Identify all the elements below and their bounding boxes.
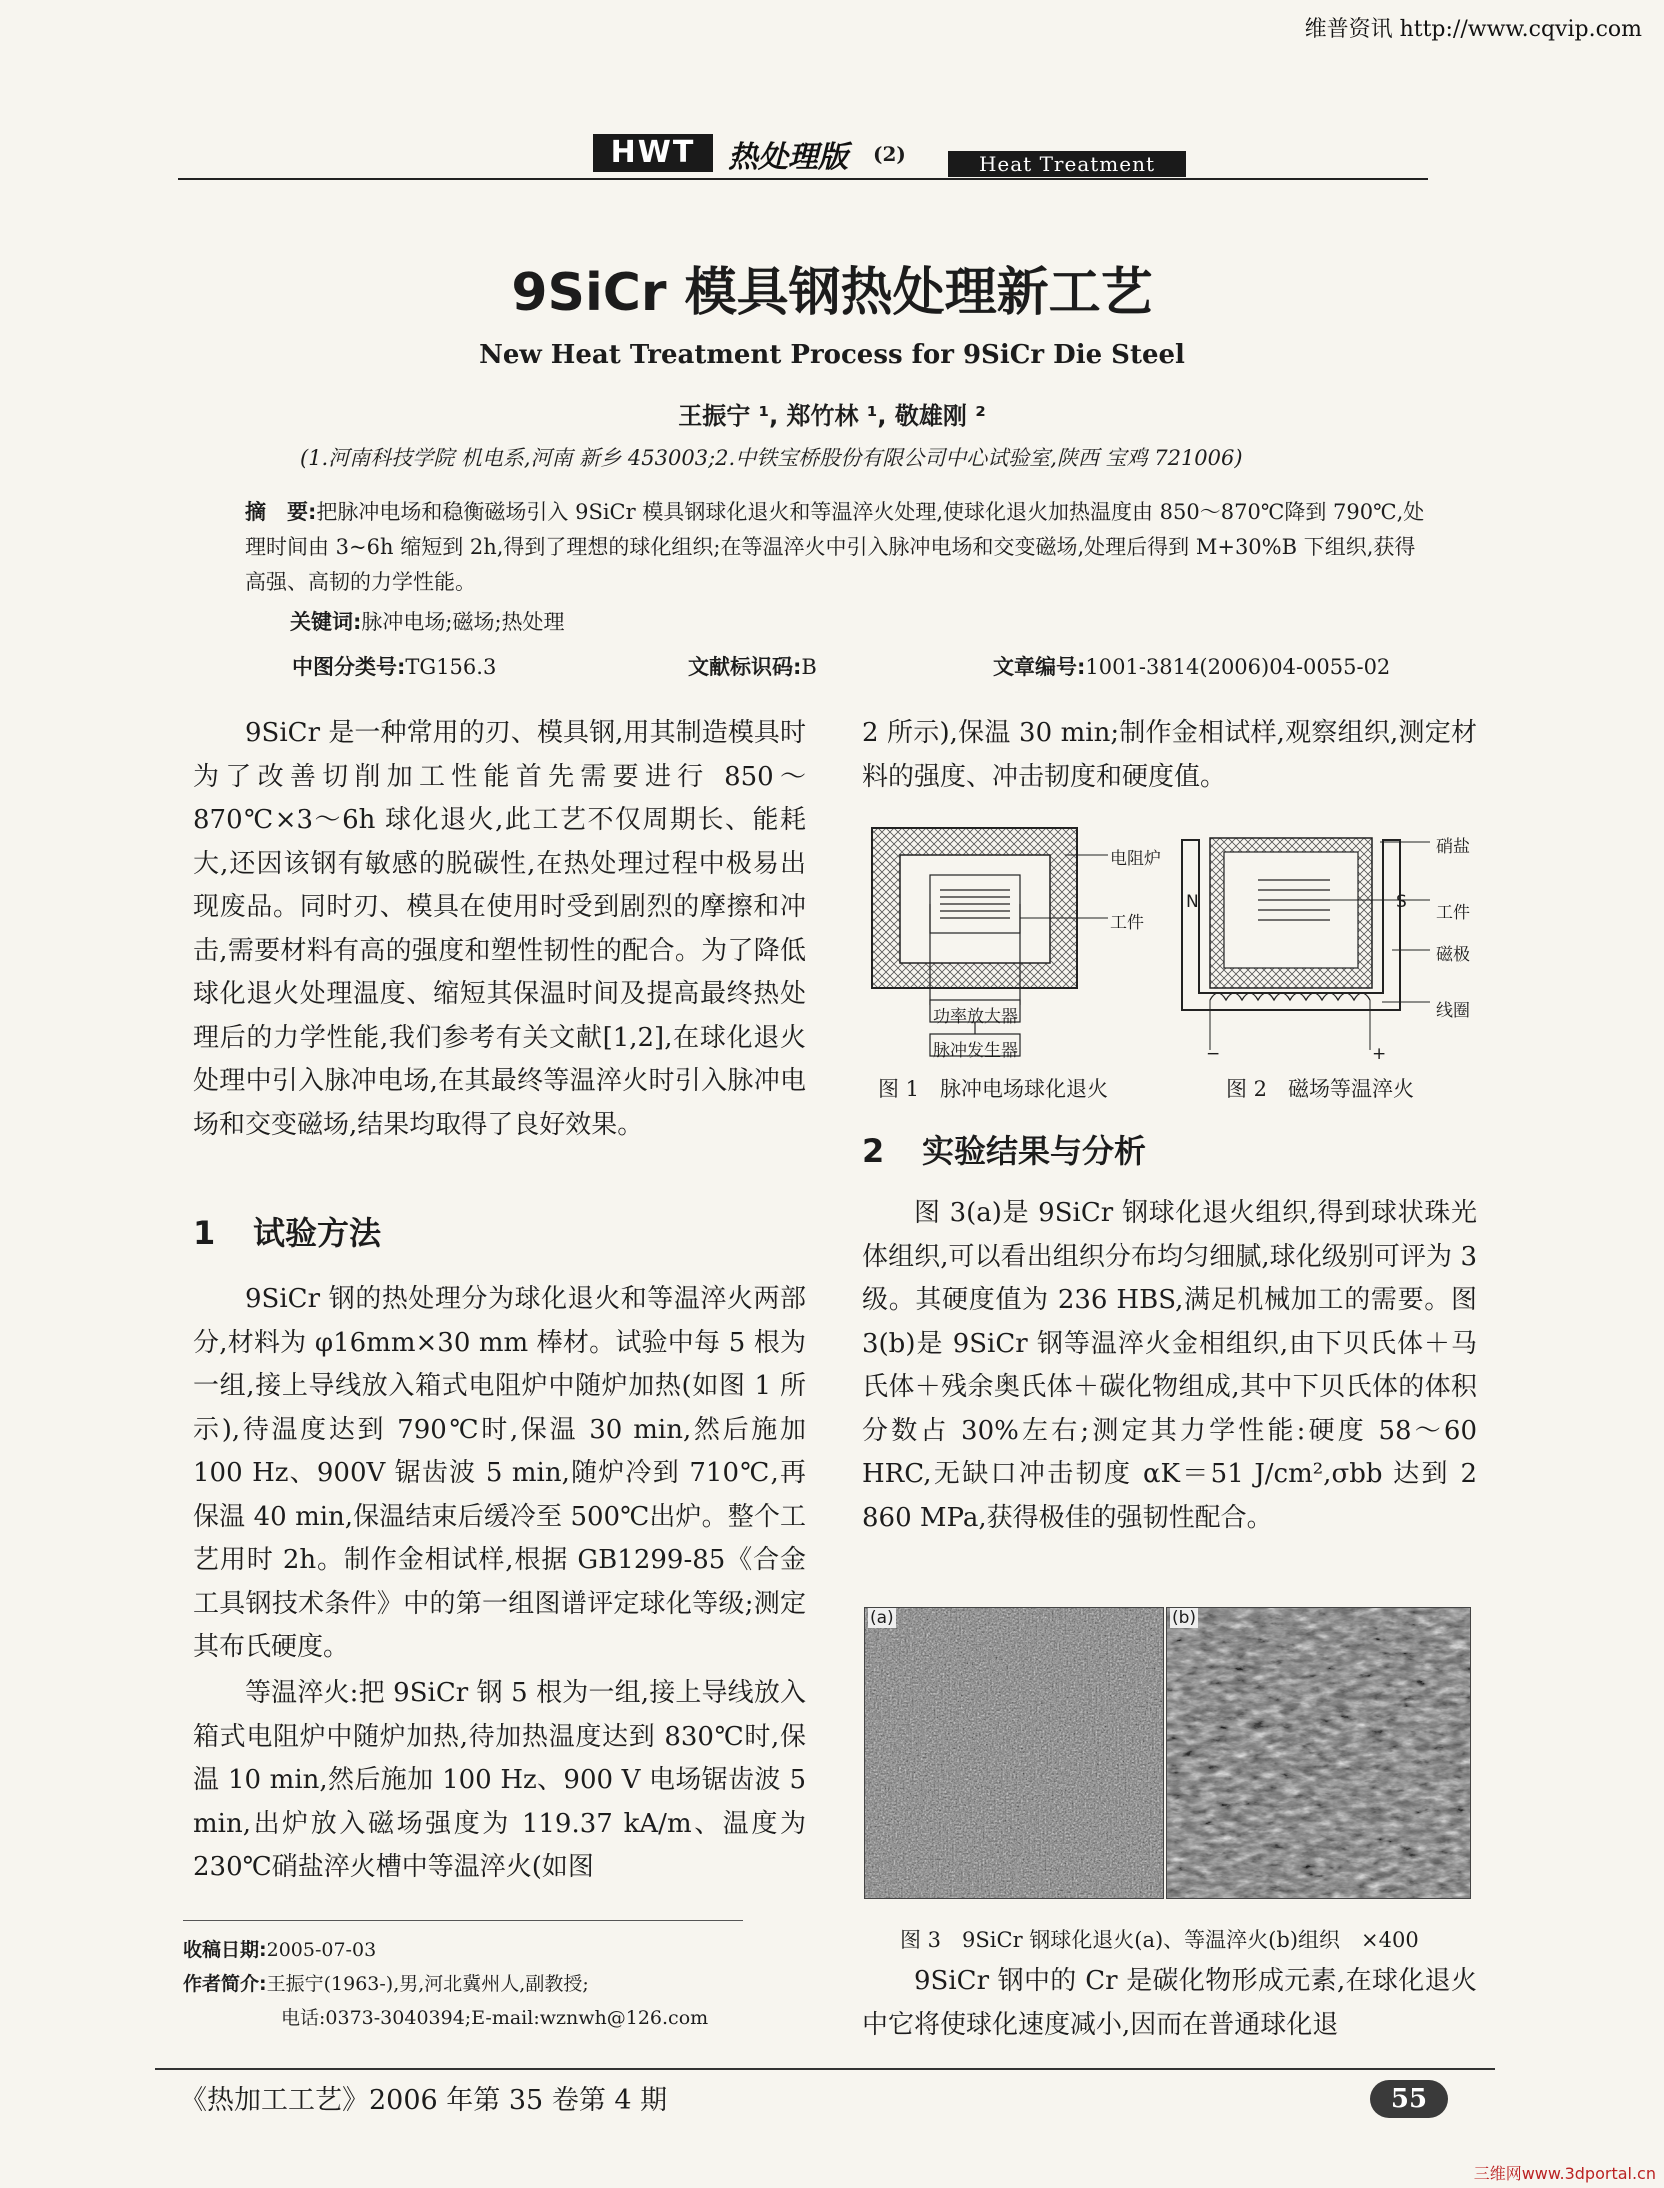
intro-paragraph: 9SiCr 是一种常用的刃、模具钢,用其制造模具时为了改善切削加工性能首先需要进行 850～870℃×3～6h 球化退火,此工艺不仅周期长、能耗大,还因该钢有敏感的脱碳性,在热处理过程中极易出现废品。同时刃、模具在使用时受到剧烈的摩擦和冲击,需要材料有高的强度和塑性韧性的配合。为了降低球化退火处理温度、缩短其保温时间及提高最终热处理后的力学性能,我们参考有关文献[1,2],在球化退火处理中引入脉冲电场,在其最终等温淬火时引入脉冲电场和交变磁场,结果均取得了良好效果。 <box>193 718 806 1140</box>
author-bio-label: 作者简介: <box>183 1973 267 1995</box>
label-salt: 硝盐 <box>1436 837 1470 857</box>
clc-label: 中图分类号: <box>292 655 406 679</box>
micrograph-b-label: (b) <box>1172 1608 1197 1628</box>
figure-1-caption: 图 1 脉冲电场球化退火 <box>878 1077 1109 1101</box>
abstract-label: 摘 要: <box>245 500 317 524</box>
section-2-number: 2 <box>862 1132 885 1170</box>
method-paragraph-1: 9SiCr 钢的热处理分为球化退火和等温淬火两部分,材料为 φ16mm×30 mm 棒材。试验中每 5 根为一组,接上导线放入箱式电阻炉中随炉加热(如图 1 所示),待温度达到 790℃时,保温 30 min,然后施加 100 Hz、900V 锯齿波 5 min,随炉冷到 710℃,再保温 40 min,保温结束后缓冷至 500℃出炉。整个工艺用时 2h。制作金相试样,根据 GB1299-85《合金工具钢技术条件》中的第一组图谱评定球化等级;测定其布氏硬度。 <box>193 1284 806 1662</box>
footer-rule <box>155 2068 1495 2070</box>
micrograph-b <box>1166 1607 1471 1899</box>
journal-logo: HWT <box>593 134 713 172</box>
section-1-number: 1 <box>193 1214 216 1252</box>
keywords-text: 脉冲电场;磁场;热处理 <box>361 610 565 634</box>
author-bio: 王振宁(1963-),男,河北冀州人,副教授; <box>266 1973 589 1995</box>
figure-2-caption: 图 2 磁场等温淬火 <box>1226 1077 1415 1101</box>
section-2-heading <box>862 1126 1146 1172</box>
keywords-label: 关键词: <box>290 610 362 634</box>
label-pulse-generator: 脉冲发生器 <box>933 1041 1018 1061</box>
section-name-en: Heat Treatment <box>948 151 1186 177</box>
figure-2-diagram <box>1180 830 1430 1060</box>
discussion-paragraph: 9SiCr 钢中的 Cr 是碳化物形成元素,在球化退火中它将使球化速度减小,因而在普通球化退 <box>862 1966 1477 2040</box>
article-value: 1001-3814(2006)04-0055-02 <box>1085 655 1391 679</box>
bottom-watermark: 三维网www.3dportal.cn <box>1473 2164 1656 2183</box>
doc-label: 文献标识码: <box>688 655 802 679</box>
label-coil: 线圈 <box>1436 1001 1470 1021</box>
method-paragraph-2: 等温淬火:把 9SiCr 钢 5 根为一组,接上导线放入箱式电阻炉中随炉加热,待加热温度达到 830℃时,保温 10 min,然后施加 100 Hz、900 V 电场锯齿波 5 min,出炉放入磁场强度为 119.37 kA/m、温度为 230℃硝盐淬火槽中等温淬火(如图 <box>193 1678 806 1882</box>
article-label: 文章编号: <box>993 655 1086 679</box>
doc-code <box>688 651 817 681</box>
section-1-title: 试验方法 <box>253 1214 382 1252</box>
micrograph-a-label: (a) <box>870 1608 894 1628</box>
clc-number <box>292 651 496 681</box>
section-1-heading <box>193 1208 381 1254</box>
pole-s: S <box>1396 892 1407 912</box>
paper-title-en: New Heat Treatment Process for 9SiCr Die Steel <box>479 340 1185 370</box>
received-label: 收稿日期: <box>183 1939 267 1961</box>
abstract-text: 把脉冲电场和稳衡磁场引入 9SiCr 模具钢球化退火和等温淬火处理,使球化退火加热温度由 850～870℃降到 790℃,处理时间由 3~6h 缩短到 2h,得到了理想的球化组织;在等温淬火中引入脉冲电场和交变磁场,处理后得到 M+30%B 下组织,获得高强、高韧的力学性能。 <box>245 500 1425 594</box>
abstract <box>245 495 1435 600</box>
label-furnace: 电阻炉 <box>1110 849 1161 869</box>
footnote-rule <box>183 1920 743 1921</box>
label-workpiece-1: 工件 <box>1110 913 1144 933</box>
footnote <box>183 1933 708 2035</box>
coil-minus: − <box>1206 1044 1221 1064</box>
section-name: 热处理版 <box>728 140 848 175</box>
results-paragraph: 图 3(a)是 9SiCr 钢球化退火组织,得到球状珠光体组织,可以看出组织分布均匀细腻,球化级别可评为 3 级。其硬度值为 236 HBS,满足机械加工的需要。图 3(b)是 9SiCr 钢等温淬火金相组织,由下贝氏体＋马氏体＋残余奥氏体＋碳化物组成,其中下贝氏体的体积分数占 30%左右;测定其力学性能:硬度 58～60 HRC,无缺口冲击韧度 αK＝51 J/cm²,σbb 达到 2 860 MPa,获得极佳的强韧性配合。 <box>862 1198 1477 1533</box>
site-watermark: 维普资讯 http://www.cqvip.com <box>1304 17 1642 42</box>
author-contact: 电话:0373-3040394;E-mail:wznwh@126.com <box>281 2007 709 2029</box>
pole-n: N <box>1186 892 1199 912</box>
article-number <box>993 651 1390 681</box>
figure-3-caption: 图 3 9SiCr 钢球化退火(a)、等温淬火(b)组织 ×400 <box>900 1928 1419 1952</box>
affiliation: (1.河南科技学院 机电系,河南 新乡 453003;2.中铁宝桥股份有限公司中心试验室,陕西 宝鸡 721006) <box>300 446 1243 470</box>
keywords <box>290 606 565 636</box>
label-pole: 磁极 <box>1436 945 1470 965</box>
section-number: (2) <box>873 142 906 166</box>
label-power-amplifier: 功率放大器 <box>933 1007 1018 1027</box>
micrograph-a <box>864 1607 1164 1899</box>
paper-title: 9SiCr 模具钢热处理新工艺 <box>511 263 1153 323</box>
clc-value: TG156.3 <box>405 655 497 679</box>
section-2-title: 实验结果与分析 <box>922 1132 1147 1170</box>
journal-citation: 《热加工工艺》2006 年第 35 卷第 4 期 <box>180 2085 668 2116</box>
received-date: 2005-07-03 <box>266 1939 377 1961</box>
authors: 王振宁 ¹, 郑竹林 ¹, 敬雄刚 ² <box>678 402 986 430</box>
coil-plus: + <box>1372 1044 1387 1064</box>
furnace-chamber <box>900 855 1050 963</box>
doc-value: B <box>801 655 817 679</box>
page-number: 55 <box>1370 2080 1448 2118</box>
method-continuation: 2 所示),保温 30 min;制作金相试样,观察组织,测定材料的强度、冲击韧度和硬度值。 <box>862 718 1477 792</box>
label-workpiece-2: 工件 <box>1436 903 1470 923</box>
header-rule <box>178 178 1428 180</box>
